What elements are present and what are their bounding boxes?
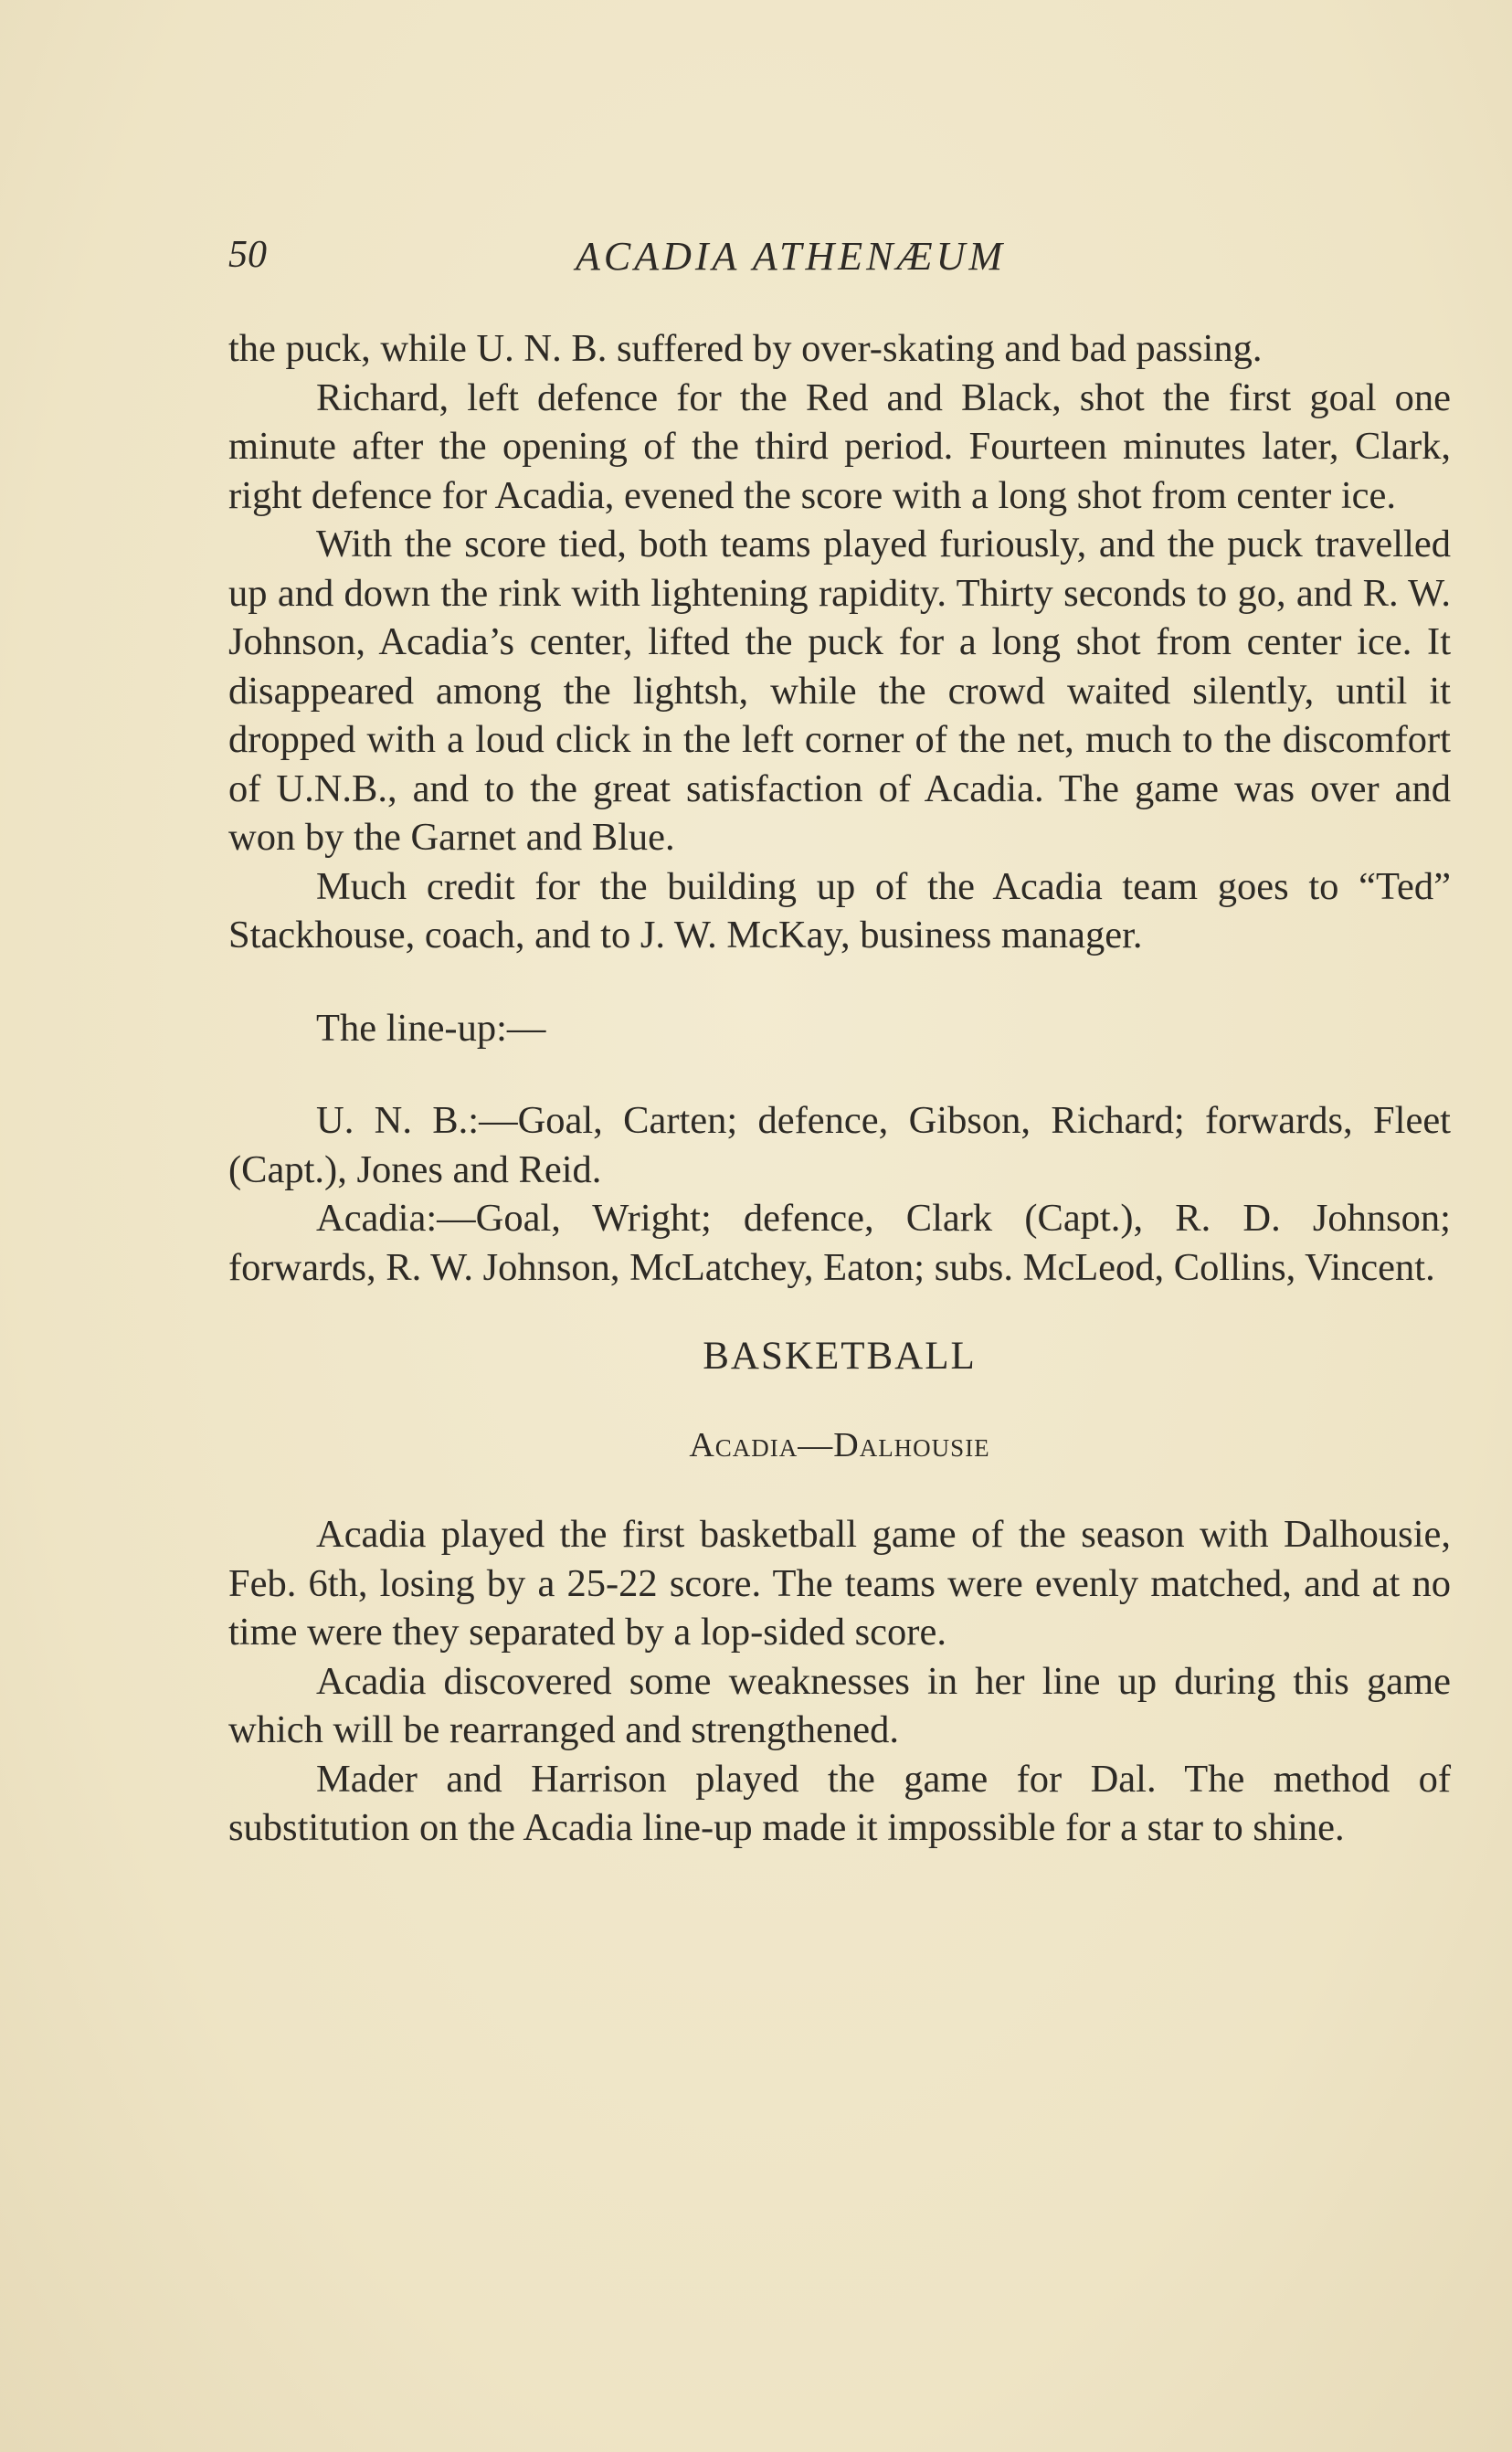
paragraph: the puck, while U. N. B. suffered by over-skating and bad passing. [228,327,1263,370]
paragraph: Much credit for the building up of the Acadia team goes to “Ted” Stackhouse, coach, and to J. W. McKay, business manager. [228,864,1451,956]
paragraph: Acadia discovered some weaknesses in her line up during this game which will be rearranged and strengthened. [228,1659,1451,1751]
section-heading: BASKETBALL [703,1335,977,1378]
paragraph: Acadia played the first basketball game of the season with Dalhousie, Feb. 6th, losing by a 25-22 score. The teams were evenly matched, and at no time were they separated by a lop-sided score. [228,1513,1451,1654]
page-number: 50 [228,234,267,276]
paragraph: Richard, left defence for the Red and Black, shot the first goal one minute after the opening of the third period. Fourteen minutes later, Clark, right defence for Acadia, evened the score with a long shot from center ice. [228,375,1451,517]
page-header [228,233,1453,288]
acadia-lineup: Acadia:—Goal, Wright; defence, Clark (Capt.), R. D. Johnson; forwards, R. W. Johnson, McLatchey, Eaton; subs. McLeod, Collins, Vincent. [228,1197,1451,1289]
lineup-intro: The line-up:— [316,1006,546,1050]
unb-lineup: U. N. B.:—Goal, Carten; defence, Gibson, Richard; forwards, Fleet (Capt.), Jones and Reid. [228,1099,1451,1191]
spacer [228,1052,1451,1096]
spacer [228,1381,1451,1422]
section-subheading: Acadia—Dalhousie [689,1425,990,1464]
page-body [228,324,1451,1853]
spacer [228,1470,1451,1510]
paragraph: Mader and Harrison played the game for Dal. The method of substitution on the Acadia line-up made it impossible for a star to shine. [228,1757,1451,1849]
spacer [228,960,1451,1004]
paragraph: With the score tied, both teams played furiously, and the puck travelled up and down the rink with lightening rapidity. Thirty seconds to go, and R. W. Johnson, Acadia’s center, lifted the puck for a long shot from center ice. It disappeared among the lightsh, while the crowd waited silently, until it dropped with a loud click in the left corner of the net, much to the discomfort of U.N.B., and to the great satisfaction of Acadia. The game was over and won by the Garnet and Blue. [228,523,1451,859]
spacer [228,1292,1451,1332]
running-title: ACADIA ATHENÆUM [576,234,1007,279]
